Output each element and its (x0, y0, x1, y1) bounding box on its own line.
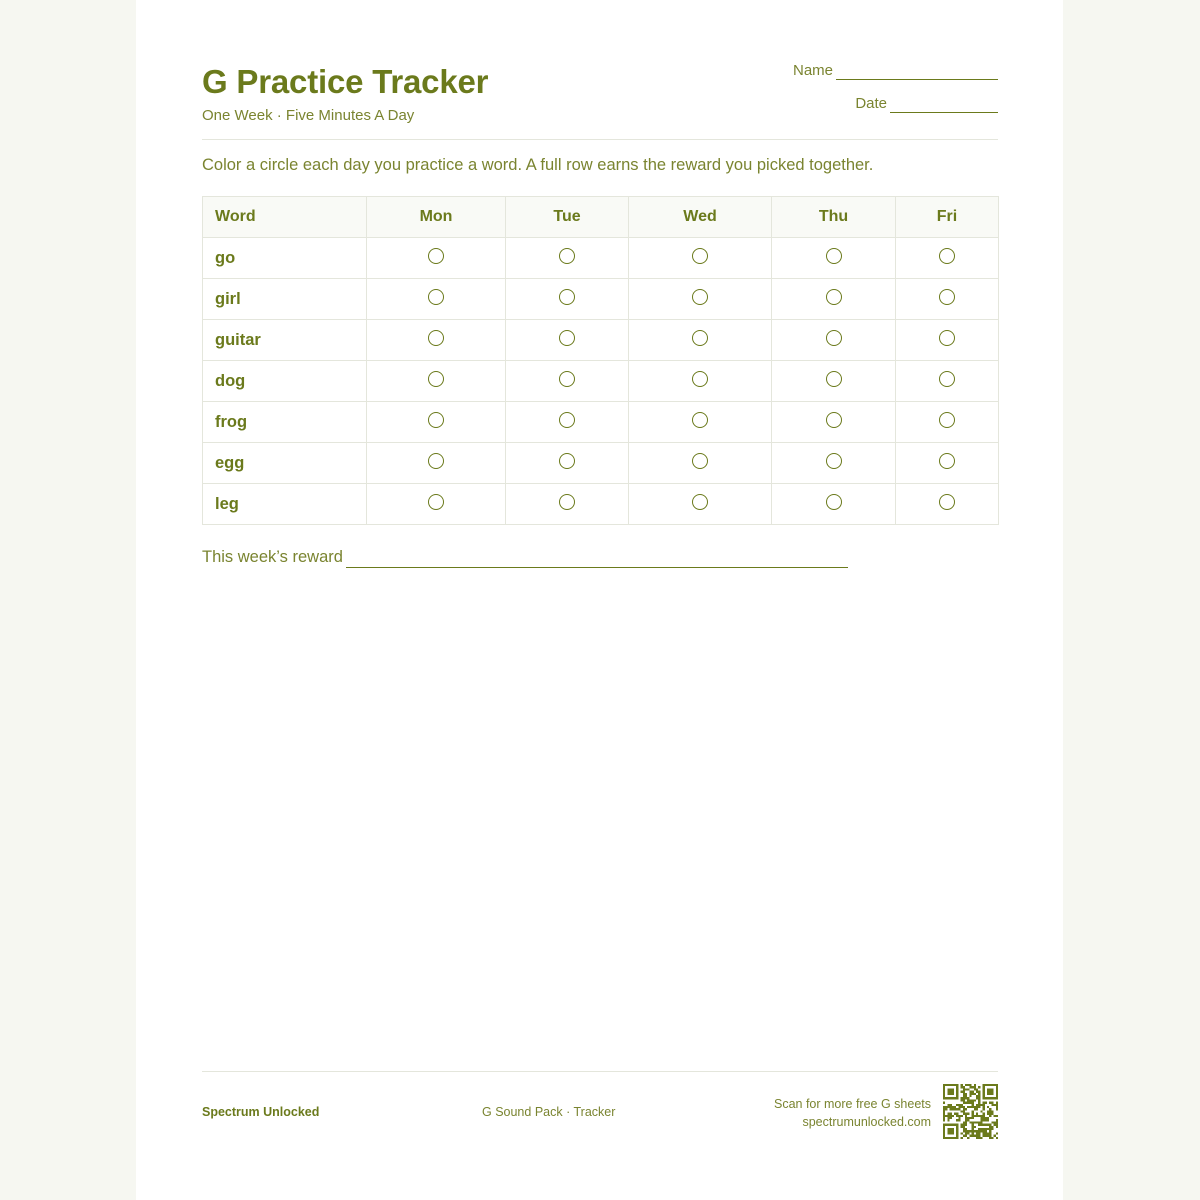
practice-circle[interactable] (559, 453, 575, 469)
practice-circle[interactable] (939, 494, 955, 510)
day-cell-wed (629, 484, 772, 525)
word-cell: egg (203, 443, 367, 484)
practice-circle[interactable] (826, 371, 842, 387)
day-cell-wed (629, 279, 772, 320)
day-cell-tue (506, 279, 629, 320)
practice-circle[interactable] (559, 371, 575, 387)
practice-circle[interactable] (826, 248, 842, 264)
practice-circle[interactable] (428, 453, 444, 469)
practice-circle[interactable] (559, 494, 575, 510)
practice-tracker-table (202, 196, 999, 525)
practice-circle[interactable] (559, 248, 575, 264)
page-subtitle: One Week · Five Minutes A Day (202, 107, 415, 124)
practice-circle[interactable] (428, 289, 444, 305)
practice-circle[interactable] (692, 289, 708, 305)
name-label: Name (792, 62, 833, 79)
practice-circle[interactable] (939, 371, 955, 387)
column-header-tue: Tue (506, 197, 629, 238)
day-cell-mon (367, 279, 506, 320)
word-cell: leg (203, 484, 367, 525)
name-date-fields (738, 62, 998, 113)
practice-circle[interactable] (826, 453, 842, 469)
practice-circle[interactable] (692, 453, 708, 469)
header-divider (202, 139, 998, 140)
date-field[interactable] (738, 95, 998, 113)
day-cell-mon (367, 402, 506, 443)
table-header-row (203, 197, 999, 238)
word-cell: go (203, 238, 367, 279)
table-row (203, 443, 999, 484)
practice-circle[interactable] (826, 330, 842, 346)
practice-circle[interactable] (559, 412, 575, 428)
practice-circle[interactable] (939, 330, 955, 346)
day-cell-tue (506, 443, 629, 484)
practice-circle[interactable] (939, 453, 955, 469)
day-cell-fri (896, 402, 999, 443)
footer-brand: Spectrum Unlocked (202, 1105, 320, 1119)
day-cell-wed (629, 402, 772, 443)
day-cell-fri (896, 443, 999, 484)
name-line[interactable] (836, 63, 998, 80)
day-cell-fri (896, 279, 999, 320)
date-label: Date (855, 95, 887, 112)
day-cell-thu (772, 484, 896, 525)
day-cell-tue (506, 320, 629, 361)
practice-circle[interactable] (692, 248, 708, 264)
practice-circle[interactable] (939, 412, 955, 428)
practice-circle[interactable] (692, 494, 708, 510)
practice-circle[interactable] (826, 289, 842, 305)
day-cell-fri (896, 320, 999, 361)
day-cell-thu (772, 361, 896, 402)
column-header-thu: Thu (772, 197, 896, 238)
day-cell-thu (772, 402, 896, 443)
day-cell-tue (506, 238, 629, 279)
day-cell-mon (367, 484, 506, 525)
practice-circle[interactable] (559, 330, 575, 346)
table-row (203, 238, 999, 279)
page-header (202, 62, 998, 126)
table-row (203, 402, 999, 443)
table-row (203, 361, 999, 402)
page-footer (202, 1084, 998, 1140)
reward-field[interactable] (202, 546, 848, 568)
instructions-text: Color a circle each day you practice a word. A full row earns the reward you picked together. (202, 156, 874, 174)
practice-circle[interactable] (428, 248, 444, 264)
day-cell-fri (896, 361, 999, 402)
practice-circle[interactable] (826, 412, 842, 428)
qr-code-icon[interactable] (943, 1084, 998, 1139)
practice-circle[interactable] (826, 494, 842, 510)
practice-circle[interactable] (939, 289, 955, 305)
day-cell-tue (506, 361, 629, 402)
day-cell-mon (367, 443, 506, 484)
date-line[interactable] (890, 96, 998, 113)
practice-circle[interactable] (692, 371, 708, 387)
practice-circle[interactable] (939, 248, 955, 264)
reward-label: This week’s reward (202, 548, 343, 566)
word-cell: guitar (203, 320, 367, 361)
column-header-wed: Wed (629, 197, 772, 238)
column-header-fri: Fri (896, 197, 999, 238)
day-cell-wed (629, 361, 772, 402)
column-header-mon: Mon (367, 197, 506, 238)
table-row (203, 484, 999, 525)
day-cell-thu (772, 443, 896, 484)
practice-circle[interactable] (428, 412, 444, 428)
practice-circle[interactable] (428, 494, 444, 510)
practice-circle[interactable] (692, 412, 708, 428)
day-cell-wed (629, 443, 772, 484)
practice-circle[interactable] (559, 289, 575, 305)
practice-circle[interactable] (428, 371, 444, 387)
day-cell-tue (506, 402, 629, 443)
footer-pack-label: G Sound Pack · Tracker (482, 1105, 616, 1119)
day-cell-tue (506, 484, 629, 525)
name-field[interactable] (738, 62, 998, 80)
practice-circle[interactable] (428, 330, 444, 346)
day-cell-fri (896, 484, 999, 525)
reward-line[interactable] (346, 548, 848, 568)
footer-scan-info (774, 1095, 931, 1131)
day-cell-thu (772, 238, 896, 279)
word-cell: dog (203, 361, 367, 402)
table-row (203, 279, 999, 320)
day-cell-wed (629, 320, 772, 361)
practice-circle[interactable] (692, 330, 708, 346)
day-cell-thu (772, 279, 896, 320)
footer-scan-text: Scan for more free G sheets (773, 1097, 931, 1111)
footer-divider (202, 1071, 998, 1072)
day-cell-mon (367, 320, 506, 361)
column-header-word: Word (203, 197, 367, 238)
table-row (203, 320, 999, 361)
day-cell-thu (772, 320, 896, 361)
footer-url[interactable]: spectrumunlocked.com (802, 1115, 931, 1129)
page-title: G Practice Tracker (202, 63, 489, 100)
day-cell-wed (629, 238, 772, 279)
day-cell-mon (367, 361, 506, 402)
day-cell-fri (896, 238, 999, 279)
word-cell: girl (203, 279, 367, 320)
table-body (203, 238, 999, 525)
worksheet-page (136, 0, 1063, 1200)
word-cell: frog (203, 402, 367, 443)
day-cell-mon (367, 238, 506, 279)
